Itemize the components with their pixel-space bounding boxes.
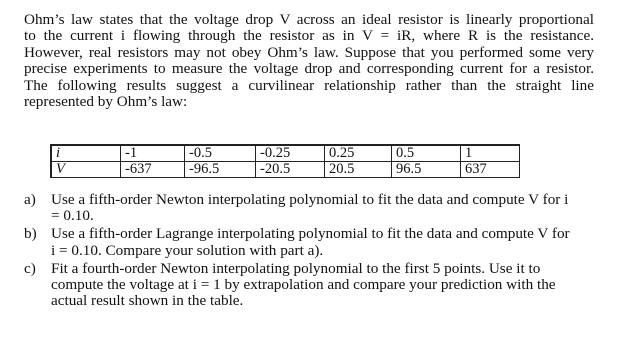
- table-cell: -20.5: [256, 162, 325, 178]
- question-b: [24, 226, 604, 258]
- table-cell: 0.5: [392, 145, 461, 162]
- question-c: [24, 261, 604, 310]
- table-row-label: i: [51, 145, 121, 162]
- table-cell: 96.5: [392, 162, 461, 178]
- question-marker: b): [24, 225, 37, 243]
- question-line: Use a fifth-order Lagrange interpolating polynomial to fit the data and compute V for: [51, 225, 570, 243]
- table-cell: 637: [461, 162, 520, 178]
- question-line: actual result shown in the table.: [51, 292, 244, 310]
- intro-line: to the current i flowing through the resistor as in V = iR, where R is the resistance.: [24, 27, 594, 45]
- table-cell: -1: [121, 145, 185, 162]
- table-row-current: [51, 145, 520, 162]
- question-marker: c): [24, 259, 36, 277]
- table-cell: -96.5: [185, 162, 256, 178]
- table-row-voltage: [51, 162, 520, 178]
- table-cell: 20.5: [325, 162, 392, 178]
- question-list: [24, 192, 604, 311]
- intro-line: The following results suggest a curvilinear relationship rather than the straight line: [24, 76, 594, 94]
- question-line: Use a fifth-order Newton interpolating polynomial to fit the data and compute V for i: [51, 191, 569, 208]
- current-voltage-table: [50, 144, 520, 178]
- table-row-label: V: [51, 162, 121, 178]
- table-cell: -637: [121, 162, 185, 178]
- intro-line: Ohm’s law states that the voltage drop V across an ideal resistor is linearly proportional: [24, 11, 594, 28]
- intro-line: precise experiments to measure the voltage drop and corresponding current for a resistor.: [24, 60, 594, 78]
- intro-line: However, real resistors may not obey Ohm’s law. Suppose that you performed some very: [24, 43, 594, 61]
- question-line: = 0.10.: [51, 207, 94, 225]
- question-line: compute the voltage at i = 1 by extrapolation and compare your prediction with the: [51, 276, 556, 294]
- question-line: Fit a fourth-order Newton interpolating polynomial to the first 5 points. Use it to: [51, 259, 541, 277]
- table-cell: 0.25: [325, 145, 392, 162]
- question-line: i = 0.10. Compare your solution with part a).: [51, 241, 324, 259]
- table-cell: 1: [461, 145, 520, 162]
- question-a: [24, 192, 604, 224]
- intro-paragraph: [24, 12, 594, 110]
- table-cell: -0.25: [256, 145, 325, 162]
- question-marker: a): [24, 191, 36, 208]
- intro-line: represented by Ohm’s law:: [24, 93, 188, 111]
- table-cell: -0.5: [185, 145, 256, 162]
